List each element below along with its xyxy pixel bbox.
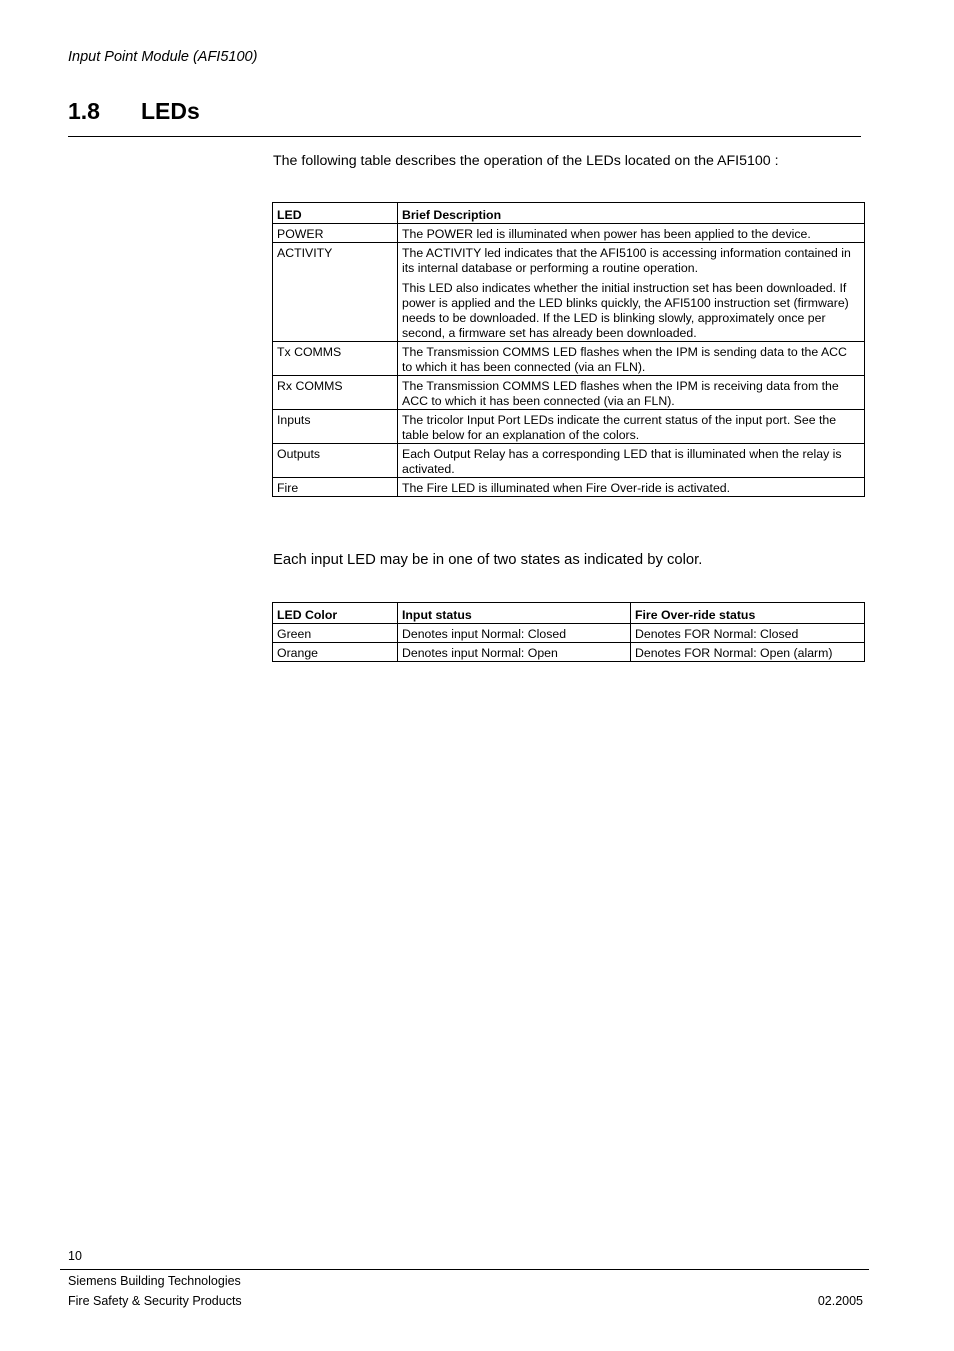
footer-divider <box>60 1269 869 1270</box>
table-row <box>273 643 865 662</box>
led-name-cell: Outputs <box>273 444 398 478</box>
led-description-cell <box>398 444 865 478</box>
led-name-cell: Inputs <box>273 410 398 444</box>
led-name-cell: Rx COMMS <box>273 376 398 410</box>
led-description-cell <box>398 410 865 444</box>
running-header: Input Point Module (AFI5100) <box>68 49 258 65</box>
column-header-input-status: Input status <box>398 603 631 624</box>
led-table <box>272 202 865 497</box>
input-status-cell: Denotes input Normal: Closed <box>398 624 631 643</box>
page-number: 10 <box>68 1249 82 1263</box>
led-name-cell: Fire <box>273 478 398 497</box>
section-heading <box>68 96 861 137</box>
description-text: The ACTIVITY led indicates that the AFI5100 is accessing information contained in its internal database or performing a routine operation. <box>402 246 851 275</box>
table-row <box>273 376 865 410</box>
led-name-cell: Tx COMMS <box>273 342 398 376</box>
section-number: 1.8 <box>68 98 100 124</box>
table-row <box>273 224 865 243</box>
led-color-table <box>272 602 865 662</box>
footer-division: Fire Safety & Security Products <box>68 1294 242 1308</box>
column-header-led-color: LED Color <box>273 603 398 624</box>
footer-date: 02.2005 <box>817 1294 863 1308</box>
table-row <box>273 478 865 497</box>
column-header-fire-override-status: Fire Over-ride status <box>631 603 865 624</box>
footer-company: Siemens Building Technologies <box>68 1274 241 1288</box>
led-name-cell: POWER <box>273 224 398 243</box>
description-text: Each Output Relay has a corresponding LED that is illuminated when the relay is activated. <box>402 447 842 476</box>
description-text: The Transmission COMMS LED flashes when the IPM is sending data to the ACC to which it has been connected (via an FLN). <box>402 345 847 374</box>
led-color-cell: Green <box>273 624 398 643</box>
led-description-cell <box>398 342 865 376</box>
led-description-cell <box>398 376 865 410</box>
input-status-cell: Denotes input Normal: Open <box>398 643 631 662</box>
fire-override-status-cell: Denotes FOR Normal: Open (alarm) <box>631 643 865 662</box>
description-text: This LED also indicates whether the initial instruction set has been downloaded. If power is applied and the LED blinks quickly, the AFI5100 instruction set (firmware) needs to be downloaded. If the LED is blinking slowly, approximately once per second, a firmware set has already been downloaded. <box>402 281 849 340</box>
fire-override-status-cell: Denotes FOR Normal: Closed <box>631 624 865 643</box>
table-row <box>273 444 865 478</box>
column-header-led: LED <box>273 203 398 224</box>
led-color-cell: Orange <box>273 643 398 662</box>
description-text: The POWER led is illuminated when power has been applied to the device. <box>402 227 811 241</box>
table-header-row <box>273 603 865 624</box>
table-row <box>273 624 865 643</box>
description-text: The tricolor Input Port LEDs indicate the current status of the input port. See the table below for an explanation of the colors. <box>402 413 837 442</box>
column-header-brief-description: Brief Description <box>398 203 865 224</box>
description-text: The Transmission COMMS LED flashes when the IPM is receiving data from the ACC to which it has been connected (via an FLN). <box>402 379 839 408</box>
table-header-row <box>273 203 865 224</box>
section-title: LEDs <box>141 98 200 124</box>
led-description-cell <box>398 478 865 497</box>
description-text: The Fire LED is illuminated when Fire Over-ride is activated. <box>402 481 731 495</box>
table-row <box>273 410 865 444</box>
led-description-cell <box>398 224 865 243</box>
led-description-cell <box>398 243 865 342</box>
led-name-cell: ACTIVITY <box>273 243 398 342</box>
table-row <box>273 342 865 376</box>
table-row <box>273 243 865 342</box>
states-paragraph: Each input LED may be in one of two states as indicated by color. <box>273 552 703 568</box>
intro-paragraph: The following table describes the operation of the LEDs located on the AFI5100 : <box>273 153 779 169</box>
